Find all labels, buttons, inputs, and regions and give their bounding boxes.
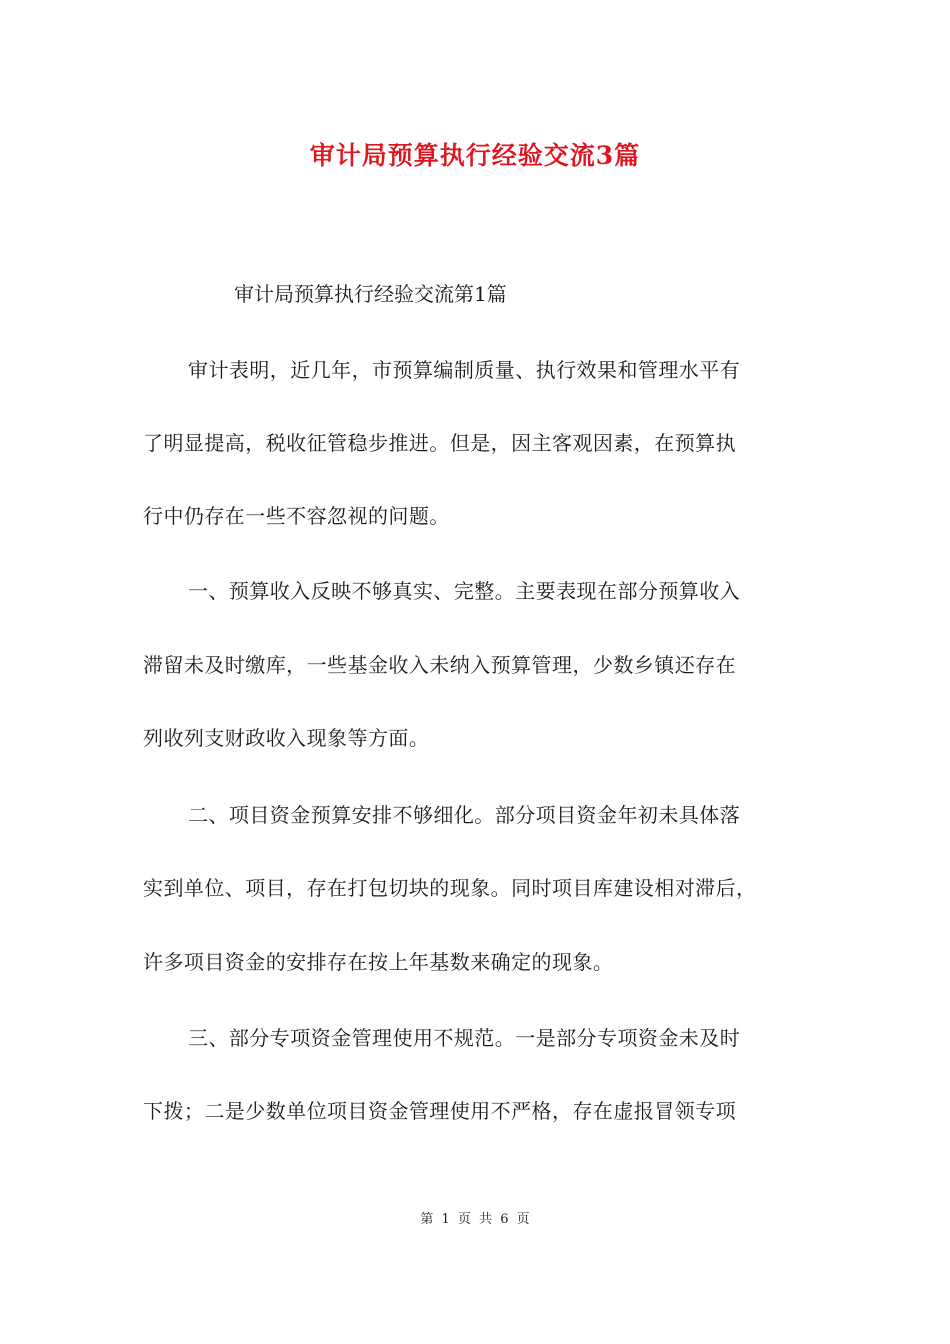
paragraph-line: 了明显提高，税收征管稳步推进。但是，因主客观因素，在预算执 xyxy=(143,431,737,455)
page-title: 审计局预算执行经验交流3篇 xyxy=(309,141,641,170)
section-heading: 审计局预算执行经验交流第1篇 xyxy=(234,282,507,306)
paragraph-line: 列收列支财政收入现象等方面。 xyxy=(143,726,430,750)
paragraph-line: 行中仍存在一些不容忽视的问题。 xyxy=(143,504,450,528)
paragraph-line: 实到单位、项目，存在打包切块的现象。同时项目库建设相对滞后， xyxy=(143,876,757,900)
paragraph-line: 许多项目资金的安排存在按上年基数来确定的现象。 xyxy=(143,950,614,974)
paragraph-line: 三、部分专项资金管理使用不规范。一是部分专项资金未及时 xyxy=(188,1026,741,1050)
page-footer: 第 1 页 共 6 页 xyxy=(420,1212,530,1227)
paragraph-line: 审计表明，近几年，市预算编制质量、执行效果和管理水平有 xyxy=(188,358,741,382)
paragraph-line: 二、项目资金预算安排不够细化。部分项目资金年初未具体落 xyxy=(188,803,741,827)
paragraph-line: 滞留未及时缴库，一些基金收入未纳入预算管理，少数乡镇还存在 xyxy=(143,653,737,677)
paragraph-line: 一、预算收入反映不够真实、完整。主要表现在部分预算收入 xyxy=(188,579,741,603)
paragraph-line: 下拨；二是少数单位项目资金管理使用不严格，存在虚报冒领专项 xyxy=(143,1099,737,1123)
